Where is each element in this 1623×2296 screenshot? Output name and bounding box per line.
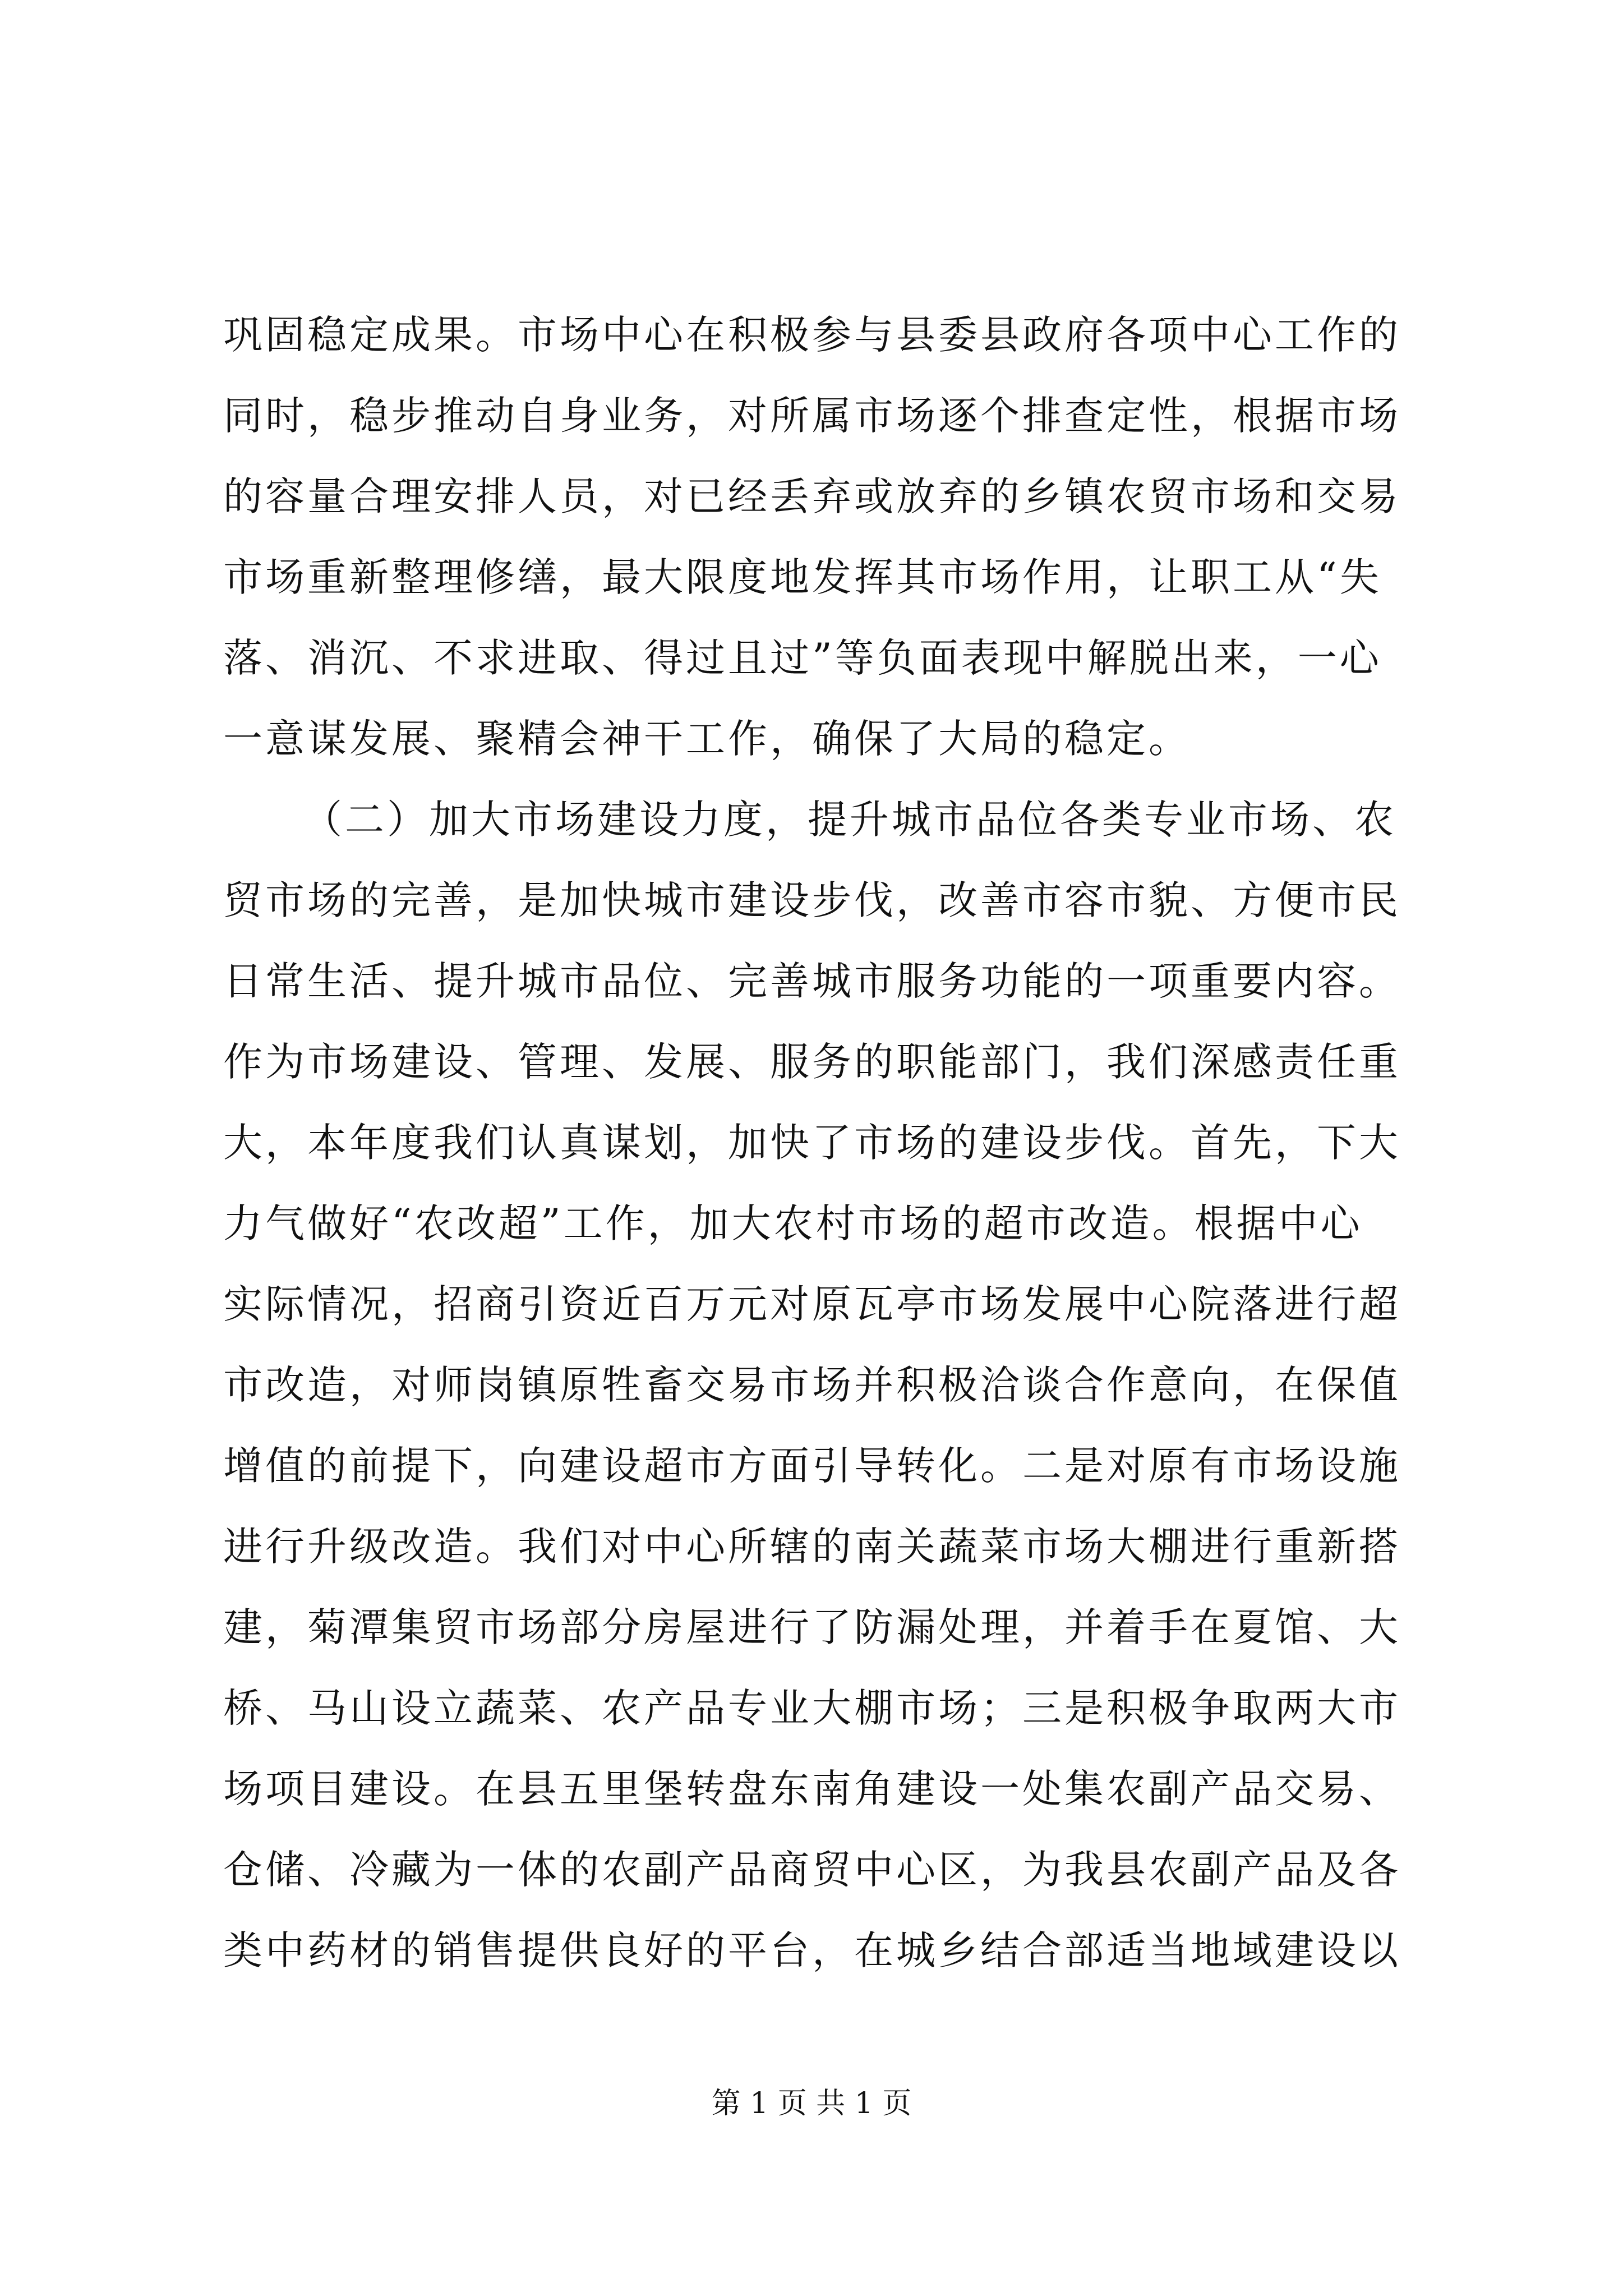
paragraph-first-line: （二）加大市场建设力度，提升城市品位各类专业市场、农: [303, 797, 1396, 843]
text-line: 力气做好“农改超”工作，加大农村市场的超市改造。根据中心: [223, 1200, 1363, 1246]
text-line: 市改造，对师岗镇原牲畜交易市场并积极洽谈合作意向，在保值: [223, 1362, 1401, 1408]
document-body: [223, 295, 1412, 1991]
text-line: 落、消沉、不求进取、得过且过”等负面表现中解脱出来，一心: [223, 635, 1382, 681]
text-line: 贸市场的完善，是加快城市建设步伐，改善市容市貌、方便市民: [223, 877, 1401, 923]
text-line: 仓储、冷藏为一体的农副产品商贸中心区，为我县农副产品及各: [223, 1847, 1401, 1893]
text-line: 建，菊潭集贸市场部分房屋进行了防漏处理，并着手在夏馆、大: [223, 1604, 1401, 1650]
text-line: 进行升级改造。我们对中心所辖的南关蔬菜市场大棚进行重新搭: [223, 1524, 1401, 1570]
text-line: 大，本年度我们认真谋划，加快了市场的建设步伐。首先，下大: [223, 1120, 1401, 1166]
page-number-footer: 第 1 页 共 1 页: [711, 2087, 912, 2120]
text-line: 同时，稳步推动自身业务，对所属市场逐个排查定性，根据市场: [223, 393, 1401, 439]
text-line: 作为市场建设、管理、发展、服务的职能部门，我们深感责任重: [223, 1039, 1401, 1085]
text-line: 一意谋发展、聚精会神干工作，确保了大局的稳定。: [223, 716, 1191, 762]
text-line: 的容量合理安排人员，对已经丢弃或放弃的乡镇农贸市场和交易: [223, 473, 1401, 519]
text-line: 场项目建设。在县五里堡转盘东南角建设一处集农副产品交易、: [223, 1766, 1401, 1812]
text-line: 类中药材的销售提供良好的平台，在城乡结合部适当地域建设以: [223, 1927, 1401, 1973]
text-line: 巩固稳定成果。市场中心在积极参与县委县政府各项中心工作的: [223, 312, 1401, 358]
text-line: 实际情况，招商引资近百万元对原瓦亭市场发展中心院落进行超: [223, 1281, 1401, 1327]
text-line: 市场重新整理修缮，最大限度地发挥其市场作用，让职工从“失: [223, 554, 1382, 600]
text-line: 日常生活、提升城市品位、完善城市服务功能的一项重要内容。: [223, 958, 1401, 1004]
text-line: 桥、马山设立蔬菜、农产品专业大棚市场；三是积极争取两大市: [223, 1685, 1401, 1731]
text-line: 增值的前提下，向建设超市方面引导转化。二是对原有市场设施: [223, 1443, 1401, 1489]
